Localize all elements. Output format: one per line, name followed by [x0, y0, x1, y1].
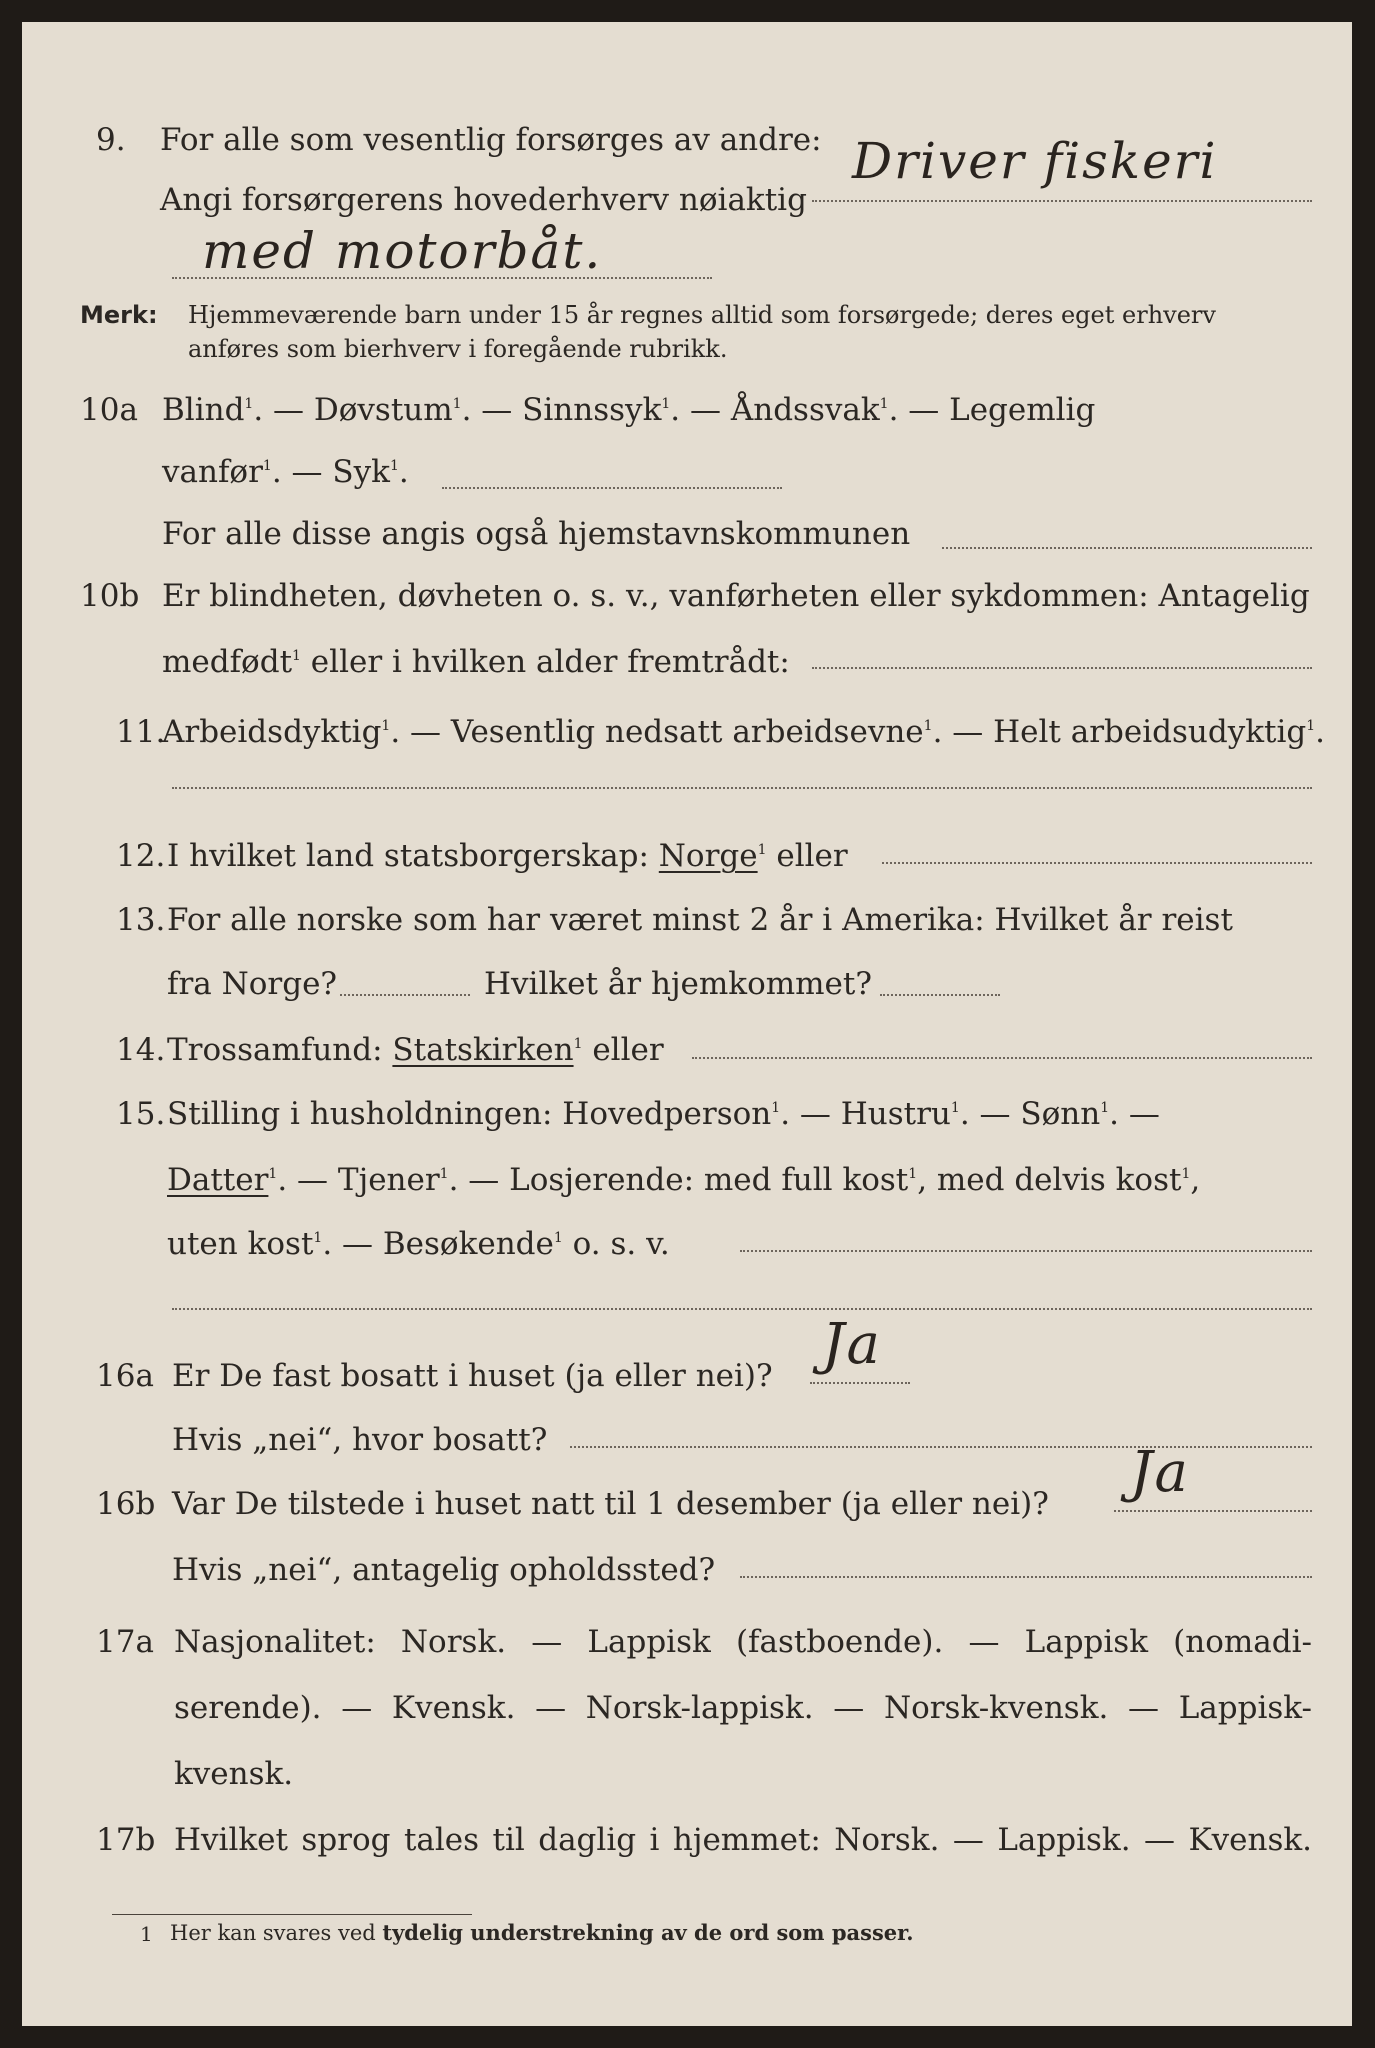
q16b-answer-line — [1114, 1510, 1312, 1512]
q9-line2: Angi forsørgerens hovederhverv nøiaktig — [160, 182, 807, 218]
q17a-line3: kvensk. — [174, 1756, 294, 1792]
q10b-line1: Er blindheten, døvheten o. s. v., vanførheten eller sykdommen: Antagelig — [162, 578, 1310, 614]
q15-answer-line1 — [740, 1250, 1312, 1252]
q15-number: 15. — [116, 1096, 166, 1132]
q14-line1: Trossamfund: Statskirken$^1$ eller — [167, 1032, 664, 1068]
q17b-line1: Hvilket sprog tales til daglig i hjemmet: Norsk. — Lappisk. — Kvensk. — [174, 1822, 1312, 1858]
q13-line2-b: Hvilket år hjemkommet? — [484, 966, 872, 1002]
q10b-answer-line — [812, 667, 1312, 669]
q16b-answer-line2 — [740, 1576, 1312, 1578]
q13-answer-line2 — [880, 994, 1000, 996]
footnote-mark: 1 — [140, 1922, 153, 1946]
q12-line1: I hvilket land statsborgerskap: Norge$^1$ eller — [167, 838, 848, 874]
q16a-number: 16a — [96, 1358, 154, 1394]
footnote-text: Her kan svares ved tydelig understrekning av de ord som passer. — [170, 1920, 914, 1945]
q14-answer-line — [692, 1057, 1312, 1059]
q14-number: 14. — [116, 1032, 166, 1068]
q11-answer-line — [172, 787, 1312, 789]
q13-answer-line1 — [340, 994, 470, 996]
merk-label: Merk: — [80, 301, 158, 329]
q16b-handwritten-answer: Ja — [1130, 1440, 1190, 1505]
q10a-line2: vanfør$^1$. — Syk$^1$. — [162, 454, 409, 490]
q13-number: 13. — [116, 902, 166, 938]
q15-line1: Stilling i husholdningen: Hovedperson$^1$. — Hustru$^1$. — Sønn$^1$. — — [167, 1096, 1160, 1132]
q16a-line1: Er De fast bosatt i huset (ja eller nei)? — [172, 1358, 773, 1394]
census-form-page — [22, 22, 1352, 2026]
q9-handwritten-answer2: med motorbåt. — [202, 222, 603, 280]
q16a-answer-line2 — [570, 1446, 1312, 1448]
q12-number: 12. — [116, 838, 166, 874]
q9-line1: For alle som vesentlig forsørges av andre: — [160, 122, 822, 158]
q9-handwritten-answer1: Driver fiskeri — [852, 132, 1218, 190]
q10a-answer-line2 — [942, 547, 1312, 549]
q16b-line1: Var De tilstede i huset natt til 1 desember (ja eller nei)? — [172, 1486, 1049, 1522]
q17a-number: 17a — [96, 1624, 154, 1660]
q16b-number: 16b — [96, 1486, 156, 1522]
q12-answer-line — [882, 862, 1312, 864]
q16a-answer-line — [810, 1382, 910, 1384]
q16a-handwritten-answer: Ja — [822, 1312, 882, 1377]
q17b-number: 17b — [96, 1822, 156, 1858]
q10a-answer-line1 — [442, 487, 782, 489]
q10a-number: 10a — [80, 392, 138, 428]
q11-number: 11. — [116, 714, 166, 750]
q13-line1: For alle norske som har været minst 2 år i Amerika: Hvilket år reist — [167, 902, 1233, 938]
q10a-line3: For alle disse angis også hjemstavnskommunen — [162, 516, 911, 552]
q13-line2-a: fra Norge? — [167, 966, 338, 1002]
q10b-line2: medfødt$^1$ eller i hvilken alder fremtrådt: — [162, 644, 790, 680]
q15-line2: Datter$^1$. — Tjener$^1$. — Losjerende: med full kost$^1$, med delvis kost$^1$, — [167, 1162, 1201, 1198]
q10a-line1: Blind$^1$. — Døvstum$^1$. — Sinnssyk$^1$. — Åndssvak$^1$. — Legemlig — [162, 392, 1096, 428]
q9-answer-line1 — [812, 200, 1312, 202]
q16a-line2: Hvis „nei“, hvor bosatt? — [172, 1422, 548, 1458]
merk-line2: anføres som bierhverv i foregående rubrikk. — [188, 335, 728, 363]
q17a-line1: Nasjonalitet: Norsk. — Lappisk (fastboende). — Lappisk (nomadi- — [174, 1624, 1312, 1660]
q16b-line2: Hvis „nei“, antagelig opholdssted? — [172, 1552, 716, 1588]
q9-number: 9. — [96, 122, 126, 158]
q17a-line2: serende). — Kvensk. — Norsk-lappisk. — Norsk-kvensk. — Lappisk- — [174, 1690, 1312, 1726]
q11-line1: Arbeidsdyktig$^1$. — Vesentlig nedsatt arbeidsevne$^1$. — Helt arbeidsudyktig$^1$. — [162, 714, 1325, 750]
q10b-number: 10b — [80, 578, 140, 614]
q15-line3: uten kost$^1$. — Besøkende$^1$ o. s. v. — [167, 1226, 670, 1262]
footnote-rule — [112, 1914, 472, 1915]
q15-answer-line2 — [172, 1308, 1312, 1310]
merk-line1: Hjemmeværende barn under 15 år regnes alltid som forsørgede; deres eget erhverv — [188, 301, 1216, 329]
